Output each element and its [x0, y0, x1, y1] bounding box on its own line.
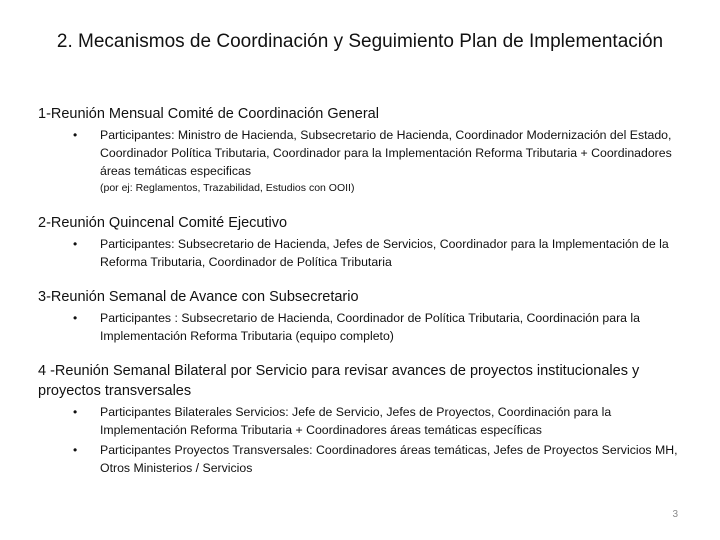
section-monthly-coordination-meeting: [38, 104, 678, 197]
bullet-icon: •: [73, 237, 78, 251]
section-heading: 3-Reunión Semanal de Avance con Subsecretario: [38, 289, 359, 305]
bullet-item: [38, 235, 678, 271]
section-weekly-progress-meeting: [38, 287, 678, 345]
bullet-list: [38, 403, 678, 477]
bullet-text: Participantes Proyectos Transversales: Coordinadores áreas temáticas, Jefes de Proyectos Servicios MH, Otros Ministerios / Servicios: [100, 443, 678, 475]
bullet-text: Participantes: Ministro de Hacienda, Subsecretario de Hacienda, Coordinador Modernización del Estado, Coordinador Política Tributaria, Coordinador para la Implementación Reforma Tributaria + Coordinadores áreas temáticas especificas: [100, 128, 672, 178]
bullet-item: [38, 309, 678, 345]
bullet-item: [38, 126, 678, 197]
bullet-icon: •: [73, 128, 78, 142]
bullet-icon: •: [73, 443, 78, 457]
bullet-item: [38, 441, 678, 477]
section-heading: 2-Reunión Quincenal Comité Ejecutivo: [38, 215, 288, 231]
bullet-text: Participantes : Subsecretario de Hacienda, Coordinador de Política Tributaria, Coordinación para la Implementación Reforma Tributaria (equipo completo): [100, 311, 641, 343]
slide-content: [38, 104, 678, 493]
section-biweekly-executive-committee: [38, 213, 678, 271]
section-heading: 1-Reunión Mensual Comité de Coordinación General: [38, 106, 379, 122]
bullet-item: [38, 403, 678, 439]
bullet-text: Participantes Bilaterales Servicios: Jefe de Servicio, Jefes de Proyectos, Coordinación para la Implementación Reforma Tributaria + Coordinadores áreas temáticas específicas: [100, 405, 612, 437]
bullet-icon: •: [73, 311, 78, 325]
bullet-list: [38, 235, 678, 271]
section-weekly-bilateral-meeting: [38, 361, 678, 477]
bullet-text: Participantes: Subsecretario de Hacienda, Jefes de Servicios, Coordinador para la Implementación de la Reforma Tributaria, Coordinador de Política Tributaria: [100, 237, 669, 269]
bullet-list: [38, 126, 678, 197]
bullet-note: (por ej: Reglamentos, Trazabilidad, Estudios con OOII): [100, 182, 355, 194]
page-number: 3: [672, 509, 678, 520]
slide-title: 2. Mecanismos de Coordinación y Seguimiento Plan de Implementación: [56, 31, 664, 52]
section-heading: 4 -Reunión Semanal Bilateral por Servicio para revisar avances de proyectos institucionales y proyectos transversales: [38, 363, 640, 399]
bullet-list: [38, 309, 678, 345]
bullet-icon: •: [73, 405, 78, 419]
